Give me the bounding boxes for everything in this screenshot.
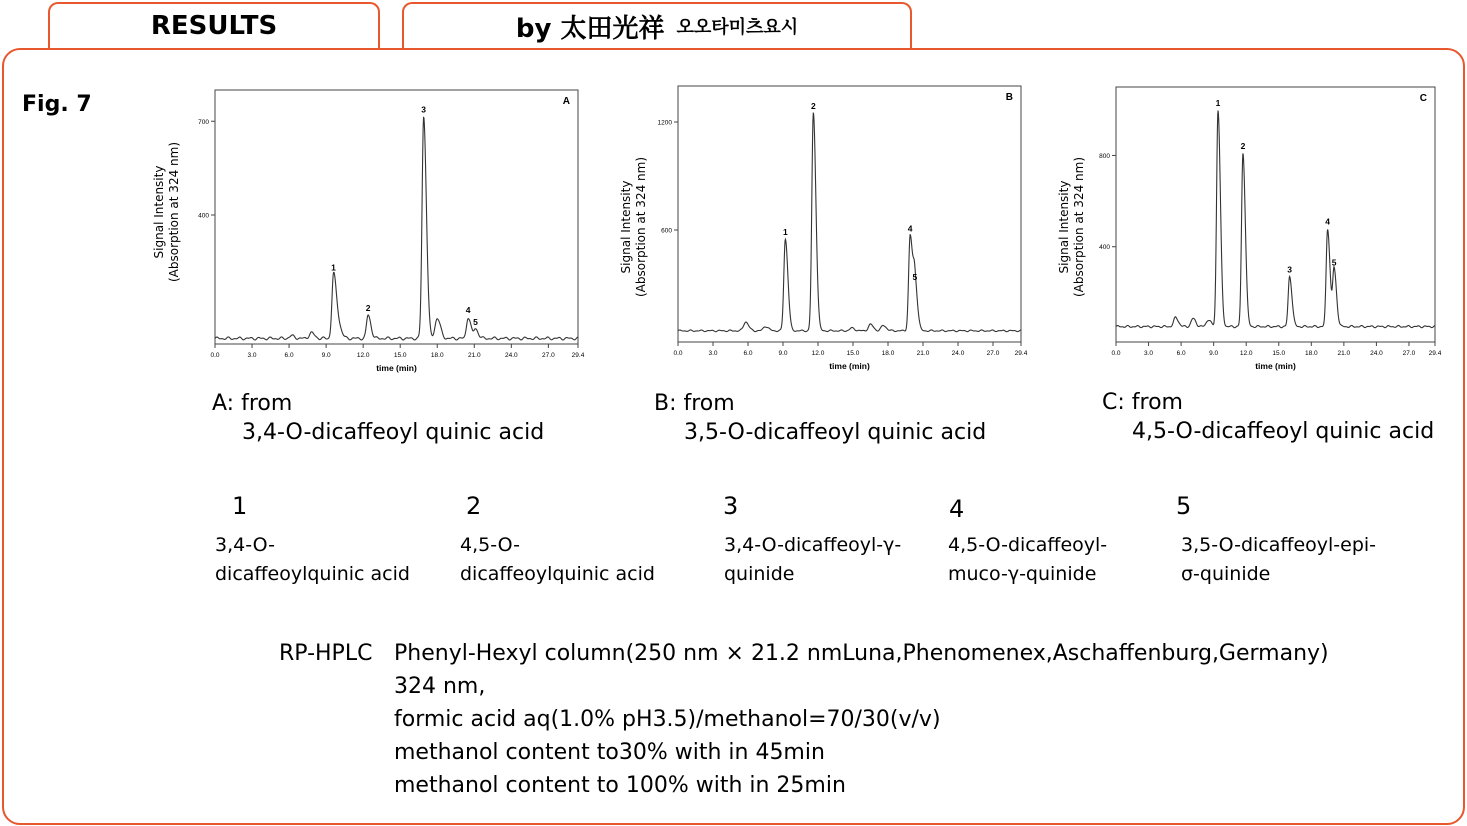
x-tick-label: 27.0 bbox=[986, 350, 1000, 357]
compound-name bbox=[215, 531, 410, 589]
method-label: RP-HPLC bbox=[279, 641, 373, 666]
compound-number: 5 bbox=[1176, 492, 1192, 520]
caption-a-line1: A: from bbox=[212, 391, 293, 416]
x-tick-label: 29.4 bbox=[1428, 350, 1442, 357]
x-tick-label: 27.0 bbox=[542, 352, 555, 359]
y-tick-label: 400 bbox=[1099, 244, 1110, 252]
x-tick-label: 3.0 bbox=[247, 352, 257, 359]
x-tick-label: 21.0 bbox=[1337, 350, 1351, 357]
peak-label: 5 bbox=[912, 272, 918, 282]
chart-c bbox=[1094, 80, 1454, 375]
x-tick-label: 0.0 bbox=[1111, 350, 1121, 357]
x-tick-label: 3.0 bbox=[1144, 350, 1154, 357]
x-tick-label: 12.0 bbox=[1239, 350, 1253, 357]
x-tick-label: 9.0 bbox=[1209, 350, 1219, 357]
compound-number: 4 bbox=[949, 495, 965, 523]
caption-b-line2: 3,5-O-dicaffeoyl quinic acid bbox=[684, 420, 987, 445]
method-line: formic acid aq(1.0% pH3.5)/methanol=70/30(v/v) bbox=[394, 707, 941, 732]
author-tab bbox=[402, 2, 912, 48]
x-axis-label: time (min) bbox=[1255, 361, 1296, 371]
chart-b-ylabel-line1: Signal Intensity bbox=[619, 180, 633, 274]
x-tick-label: 12.0 bbox=[811, 350, 825, 357]
chart-c-ylabel-line2: (Absorption at 324 nm) bbox=[1072, 156, 1086, 298]
compound-name-line1: 3,4-O- bbox=[215, 534, 275, 556]
peak-label: 1 bbox=[1215, 97, 1221, 108]
method-details bbox=[394, 637, 1329, 802]
x-tick-label: 15.0 bbox=[846, 350, 860, 357]
compound-number: 3 bbox=[723, 492, 739, 520]
compound-name-line2: muco-γ-quinide bbox=[948, 563, 1097, 585]
x-tick-label: 18.0 bbox=[430, 352, 444, 359]
peak-label: 2 bbox=[1240, 141, 1246, 152]
peak-label: 4 bbox=[465, 305, 471, 316]
x-tick-label: 18.0 bbox=[881, 350, 895, 357]
x-tick-label: 12.0 bbox=[356, 352, 370, 359]
caption-b bbox=[654, 389, 986, 447]
x-tick-label: 21.0 bbox=[916, 350, 930, 357]
compound-name-line1: 4,5-O- bbox=[460, 534, 520, 556]
panel-letter: A bbox=[562, 96, 570, 107]
method-line: Phenyl-Hexyl column(250 nm × 21.2 nmLuna,Phenomenex,Aschaffenburg,Germany) bbox=[394, 641, 1329, 666]
compound-name-line1: 4,5-O-dicaffeoyl- bbox=[948, 534, 1108, 556]
compound-name-line1: 3,5-O-dicaffeoyl-epi- bbox=[1181, 534, 1377, 556]
panel-letter: B bbox=[1005, 92, 1013, 103]
caption-c-line2: 4,5-O-dicaffeoyl quinic acid bbox=[1132, 419, 1435, 444]
peak-label: 2 bbox=[810, 101, 816, 111]
compound-name-line2: dicaffeoylquinic acid bbox=[460, 563, 655, 585]
y-tick-label: 800 bbox=[1099, 152, 1110, 160]
chart-a-ylabel-line1: Signal Intensity bbox=[152, 165, 166, 259]
chart-a bbox=[190, 82, 590, 382]
x-tick-label: 0.0 bbox=[673, 350, 683, 357]
x-tick-label: 6.0 bbox=[284, 352, 294, 359]
x-tick-label: 0.0 bbox=[210, 352, 220, 359]
plot-frame bbox=[215, 90, 578, 344]
compound-name bbox=[724, 531, 901, 589]
x-tick-label: 6.0 bbox=[743, 350, 753, 357]
author-kana: 오오타미츠요시 bbox=[676, 17, 799, 38]
x-tick-label: 18.0 bbox=[1304, 350, 1318, 357]
panel-letter: C bbox=[1419, 93, 1427, 104]
plot-frame bbox=[678, 86, 1021, 342]
x-tick-label: 9.0 bbox=[321, 352, 331, 359]
y-tick-label: 600 bbox=[661, 227, 672, 235]
peak-label: 5 bbox=[473, 317, 478, 328]
method-line: methanol content to30% with in 45min bbox=[394, 740, 825, 765]
x-tick-label: 29.4 bbox=[571, 352, 585, 359]
chart-b bbox=[655, 80, 1045, 380]
caption-a-line2: 3,4-O-dicaffeoyl quinic acid bbox=[242, 420, 545, 445]
chromatogram-trace bbox=[1116, 111, 1435, 328]
compound-number: 2 bbox=[466, 492, 482, 520]
author-name: by 太田光祥 bbox=[515, 13, 665, 44]
compound-name bbox=[1181, 531, 1376, 589]
x-tick-label: 15.0 bbox=[1272, 350, 1286, 357]
results-title: RESULTS bbox=[150, 11, 278, 41]
x-tick-label: 29.4 bbox=[1014, 350, 1028, 357]
x-tick-label: 21.0 bbox=[467, 352, 481, 359]
compound-name-line2: σ-quinide bbox=[1181, 563, 1271, 585]
chart-b-ylabel-line2: (Absorption at 324 nm) bbox=[634, 156, 648, 298]
compound-name-line2: quinide bbox=[724, 563, 795, 585]
x-tick-label: 9.0 bbox=[778, 350, 788, 357]
caption-c-line1: C: from bbox=[1102, 390, 1183, 415]
peak-label: 1 bbox=[782, 227, 788, 237]
x-tick-label: 24.0 bbox=[504, 352, 518, 359]
peak-label: 3 bbox=[421, 104, 427, 115]
x-tick-label: 3.0 bbox=[708, 350, 718, 357]
x-tick-label: 6.0 bbox=[1176, 350, 1186, 357]
figure-label: Fig. 7 bbox=[22, 92, 92, 117]
peak-label: 3 bbox=[1287, 264, 1292, 275]
peak-label: 5 bbox=[1331, 257, 1337, 268]
chart-a-ylabel-line2: (Absorption at 324 nm) bbox=[167, 141, 181, 283]
results-tab bbox=[48, 2, 380, 48]
chromatogram-trace bbox=[215, 117, 578, 340]
peak-label: 4 bbox=[907, 223, 913, 234]
method-line: methanol content to 100% with in 25min bbox=[394, 773, 846, 798]
chart-c-ylabel-line1: Signal Intensity bbox=[1057, 180, 1071, 274]
compound-name bbox=[948, 531, 1107, 589]
x-tick-label: 24.0 bbox=[1370, 350, 1383, 357]
y-tick-label: 400 bbox=[198, 212, 209, 220]
method-line: 324 nm, bbox=[394, 674, 486, 699]
compound-number: 1 bbox=[232, 492, 248, 520]
y-tick-label: 1200 bbox=[657, 119, 672, 127]
peak-label: 1 bbox=[331, 262, 336, 273]
x-tick-label: 24.0 bbox=[951, 350, 965, 357]
x-tick-label: 15.0 bbox=[393, 352, 407, 359]
caption-c bbox=[1102, 388, 1434, 446]
caption-a bbox=[212, 389, 544, 447]
chromatogram-trace bbox=[678, 113, 1021, 332]
compound-name bbox=[460, 531, 655, 589]
caption-b-line1: B: from bbox=[654, 391, 735, 416]
peak-label: 2 bbox=[365, 303, 371, 313]
chart-c-ylabel bbox=[1057, 127, 1087, 327]
x-axis-label: time (min) bbox=[376, 363, 417, 373]
compound-name-line2: dicaffeoylquinic acid bbox=[215, 563, 410, 585]
chart-a-ylabel bbox=[152, 112, 182, 312]
chart-b-ylabel bbox=[619, 127, 649, 327]
peak-label: 4 bbox=[1325, 216, 1330, 227]
compound-name-line1: 3,4-O-dicaffeoyl-γ- bbox=[724, 534, 902, 556]
y-tick-label: 700 bbox=[198, 118, 209, 126]
plot-frame bbox=[1116, 87, 1435, 342]
x-axis-label: time (min) bbox=[829, 361, 870, 371]
x-tick-label: 27.0 bbox=[1402, 350, 1416, 357]
